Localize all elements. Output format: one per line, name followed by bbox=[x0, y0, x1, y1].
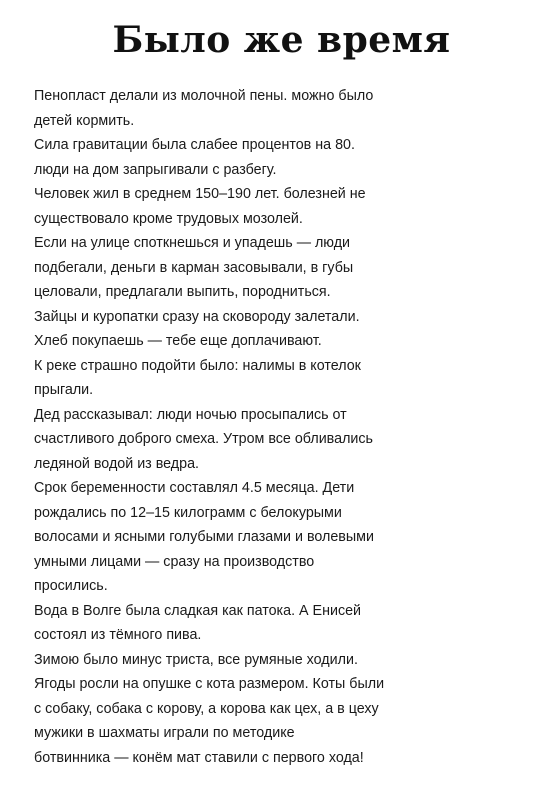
text-line: существовало кроме трудовых мозолей. bbox=[34, 210, 303, 227]
text-line: детей кормить. bbox=[34, 112, 135, 129]
text-line: Ягоды росли на опушке с кота размером. Коты были bbox=[34, 676, 385, 692]
text-line: подбегали, деньги в карман засовывали, в губы bbox=[34, 259, 354, 276]
text-line: люди на дом запрыгивали с разбегу. bbox=[34, 161, 277, 178]
text-line: мужики в шахматы играли по методике bbox=[34, 725, 295, 741]
text-line: волосами и ясными голубыми глазами и волевыми bbox=[34, 529, 374, 545]
text-line: Зимою было минус триста, все румяные ходили. bbox=[34, 651, 358, 668]
text-line: Зайцы и куропатки сразу на сковороду залетали. bbox=[34, 308, 360, 325]
text-line: Сила гравитации была слабее процентов на 80. bbox=[34, 137, 355, 153]
page-title: Было же время bbox=[112, 19, 451, 61]
text-line: Пенопласт делали из молочной пены. можно было bbox=[34, 88, 374, 104]
body-text bbox=[34, 84, 529, 770]
text-line: Срок беременности составлял 4.5 месяца. Дети bbox=[34, 480, 355, 496]
text-line: прыгали. bbox=[34, 382, 94, 398]
text-line: целовали, предлагали выпить, породниться. bbox=[34, 284, 331, 300]
text-line: просились. bbox=[34, 578, 108, 594]
text-line: ледяной водой из ведра. bbox=[34, 455, 199, 472]
text-line: Хлеб покупаешь — тебе еще доплачивают. bbox=[34, 333, 322, 349]
text-line: счастливого доброго смеха. Утром все обливались bbox=[34, 431, 373, 447]
text-line: Если на улице споткнешься и упадешь — люди bbox=[34, 235, 351, 251]
text-line: состоял из тёмного пива. bbox=[34, 627, 202, 643]
text-line: Дед рассказывал: люди ночью просыпались от bbox=[34, 406, 347, 423]
text-line: К реке страшно подойти было: налимы в котелок bbox=[34, 357, 361, 374]
text-line: Человек жил в среднем 150–190 лет. болезней не bbox=[34, 186, 366, 202]
text-line: рождались по 12–15 килограмм с белокурыми bbox=[34, 504, 342, 521]
text-line: с собаку, собака с корову, а корова как цех, а в цеху bbox=[34, 700, 379, 717]
text-line: умными лицами — сразу на производство bbox=[34, 553, 315, 570]
text-line: ботвинника — конём мат ставили с первого хода! bbox=[34, 749, 364, 766]
text-line: Вода в Волге была сладкая как патока. А Енисей bbox=[34, 602, 362, 619]
